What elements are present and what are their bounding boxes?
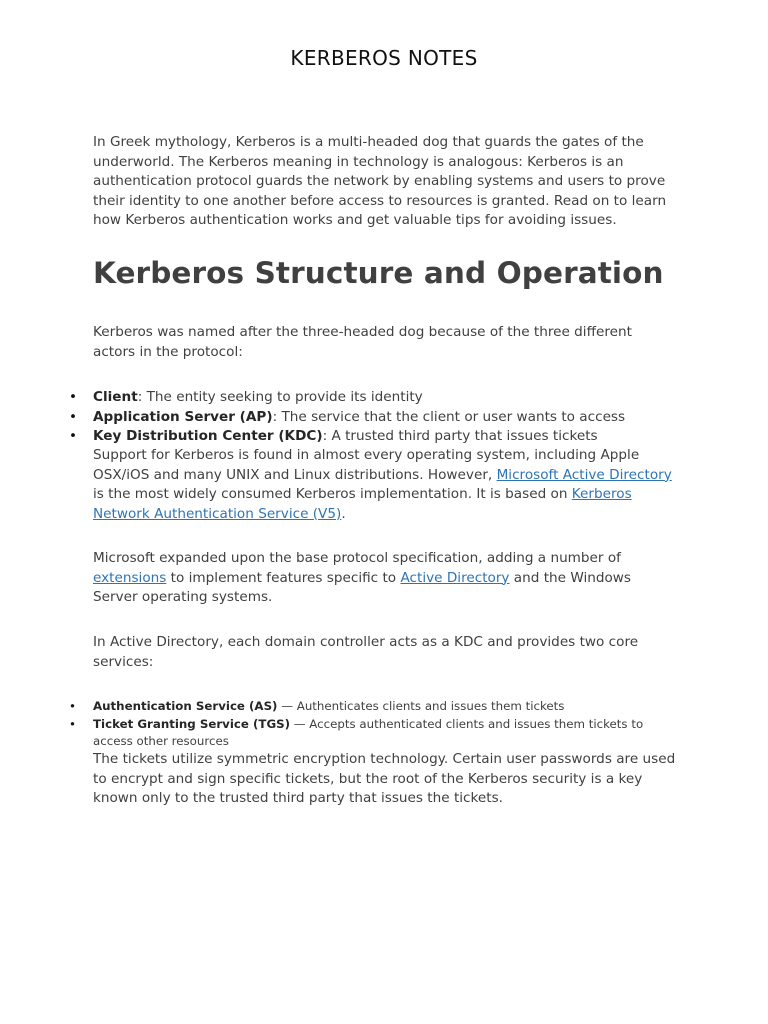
support-text: . [341,505,346,522]
microsoft-text: to implement features specific to [166,569,401,586]
bullet-icon: • [69,699,76,713]
support-paragraph [93,446,678,524]
list-item [69,716,678,751]
bullet-icon: • [69,389,78,405]
list-item [69,388,678,408]
tickets-paragraph: The tickets utilize symmetric encryption technology. Certain user passwords are used to encrypt and sign specific tickets, but the root of the Kerberos security is a key known only to the trusted third party that issues the tickets. [93,751,676,806]
named-after-paragraph: Kerberos was named after the three-headed dog because of the three different actors in the protocol: [93,324,632,360]
microsoft-paragraph [93,549,678,608]
ad-kdc-paragraph: In Active Directory, each domain controller acts as a KDC and provides two core services: [93,634,639,670]
actor-term: Key Distribution Center (KDC) [93,428,323,444]
kerberos-v5-link[interactable]: Kerberos Network Authentication Service (V5) [93,486,632,522]
microsoft-text: Microsoft expanded upon the base protocol specification, adding a number of [93,550,621,566]
extensions-link[interactable]: extensions [93,569,167,586]
list-item [69,698,678,716]
bullet-icon: • [69,428,78,444]
actor-term: Client [93,389,138,405]
list-item [69,408,678,428]
actor-desc: : The entity seeking to provide its identity [137,389,423,405]
microsoft-text: and the Windows Server operating systems. [93,569,632,605]
document-title: KERBEROS NOTES [290,46,478,70]
intro-paragraph: In Greek mythology, Kerberos is a multi-headed dog that guards the gates of the underworld. The Kerberos meaning in technology is analogous: Kerberos is an authentication protocol guards the network by enabling systems and users to prove their identity to one another before access to resources is granted. Read on to learn how Kerberos authentication works and get valuable tips for avoiding issues. [93,134,667,228]
list-item [69,427,678,447]
services-list [69,698,678,751]
support-text: is the most widely consumed Kerberos implementation. It is based on [93,486,572,502]
service-desc: — Accepts authenticated clients and issues them tickets to access other resources [93,716,644,748]
service-desc: — Authenticates clients and issues them tickets [277,699,565,713]
microsoft-active-directory-link[interactable]: Microsoft Active Directory [496,466,672,483]
actor-desc: : A trusted third party that issues tickets [322,428,598,444]
support-text: Support for Kerberos is found in almost every operating system, including Apple OSX/iOS and many UNIX and Linux distributions. However, [93,447,640,483]
actor-desc: : The service that the client or user wants to access [272,408,626,425]
actors-list [69,388,678,447]
service-term: Authentication Service (AS) [93,699,278,713]
section-heading: Kerberos Structure and Operation [93,256,664,290]
service-term: Ticket Granting Service (TGS) [93,716,291,731]
bullet-icon: • [69,716,76,731]
actor-term: Application Server (AP) [93,408,273,425]
active-directory-link[interactable]: Active Directory [400,569,510,586]
bullet-icon: • [69,408,78,425]
